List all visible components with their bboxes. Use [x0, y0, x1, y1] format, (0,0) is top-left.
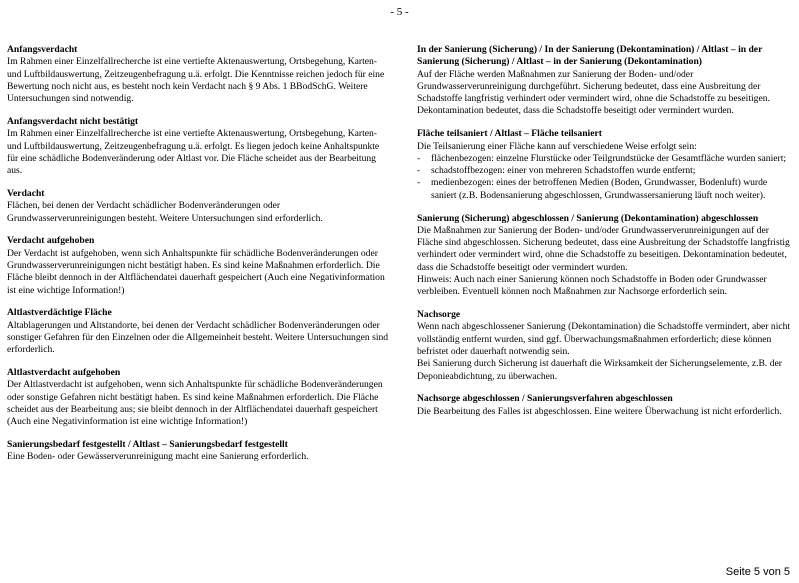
section-in-der-sanierung [417, 44, 792, 118]
section-title: Altlastverdacht aufgehoben [7, 367, 121, 379]
section-text: Der Verdacht ist aufgehoben, wenn sich Anhaltspunkte für schädliche Bodenveränderungen oder Grundwasserverunreinigungen nicht bestätigt haben. Es sind keine Maßnahmen erforderlich. Die Fläche bleibt dennoch in der Altflächendatei dauerhaft gespeichert (Auch eine Negativinformation ist eine wichtige Information!) [7, 247, 385, 296]
section-verdacht [7, 188, 392, 225]
section-text: Die Teilsanierung einer Fläche kann auf verschiedene Weise erfolgt sein: [417, 140, 697, 152]
section-title: Fläche teilsaniert / Altlast – Fläche teilsaniert [417, 128, 602, 140]
section-teilsaniert [417, 128, 792, 202]
page-number: - 5 - [390, 6, 409, 18]
section-text: Die Bearbeitung des Falles ist abgeschlossen. Eine weitere Überwachung ist nicht erforderlich. [417, 405, 782, 417]
section-anfangsverdacht-nicht-bestaetigt [7, 116, 392, 177]
section-title: Sanierungsbedarf festgestellt / Altlast – Sanierungsbedarf festgestellt [7, 439, 288, 451]
section-title: Verdacht [7, 187, 45, 199]
section-text: Wenn nach abgeschlossener Sanierung (Dekontamination) die Schadstoffe vermindert, aber nicht vollständig entfernt wurden, sind ggf. Überwachungsmaßnahmen erforderlich; diese können befristet oder dauerhaft notwendig sein. [417, 321, 791, 358]
section-verdacht-aufgehoben [7, 235, 392, 296]
list-item: - flächenbezogen: einzelne Flurstücke oder Teilgrundstücke der Gesamtfläche wurden saniert; [417, 153, 792, 165]
section-text: Im Rahmen einer Einzelfallrecherche ist eine vertiefte Aktenauswertung, Ortsbegehung, Karten- und Luftbildauswertung, Zeitzeugenbefragung u.ä. erfolgt. Es liegen jedoch keine Anhaltspunkte für eine schädliche Bodenveränderung oder Altlast vor. Die Fläche scheidet aus der Bearbeitung aus. [7, 128, 380, 177]
section-title: Altlastverdächtige Fläche [7, 307, 112, 319]
section-text: Flächen, bei denen der Verdacht schädlicher Bodenveränderungen oder Grundwasserverunreinigungen besteht. Weitere Untersuchungen sind erforderlich. [7, 200, 323, 224]
section-text: Im Rahmen einer Einzelfallrecherche ist eine vertiefte Aktenauswertung, Ortsbegehung, Karten- und Luftbildauswertung, Zeitzeugenbefragung u.ä. erfolgt. Die Kenntnisse reichen jedoch für eine Bewertung noch nicht aus, es besteht noch kein Verdacht nach § 9 Abs. 1 BBodSchG. Weitere Untersuchungen sind notwendig. [7, 56, 385, 105]
section-text: Auf der Fläche werden Maßnahmen zur Sanierung der Boden- und/oder Grundwasserverunreinigung durchgeführt. Sicherung bedeutet, dass eine Ausbreitung der Schadstoffe langfristig verhindert oder vermindert wird, ohne die Schadstoffe zu beseitigen. Dekontamination bedeutet, dass die Schadstoffe beseitigt oder vermindert wurden. [417, 68, 770, 117]
section-title: Sanierung (Sicherung) abgeschlossen / Sanierung (Dekontamination) abgeschlossen [417, 212, 759, 224]
section-title: Nachsorge abgeschlossen / Sanierungsverfahren abgeschlossen [417, 393, 673, 405]
right-column [417, 44, 792, 429]
teilsanierung-list [417, 153, 792, 202]
page-footer: Seite 5 von 5 [725, 566, 790, 578]
section-altlastverdacht-aufgehoben [7, 367, 392, 428]
section-text: Die Maßnahmen zur Sanierung der Boden- und/oder Grundwasserverunreinigungen auf der Fläche sind abgeschlossen. Sicherung bedeutet, dass eine Ausbreitung der Schadstoffe langfristig verhindert oder vermindert wird, ohne die Schadstoffe zu beseitigen. Dekontamination bedeutet, dass die Schadstoffe beseitigt oder vermindert wurden. [417, 224, 790, 273]
section-title: Verdacht aufgehoben [7, 235, 95, 247]
section-title: In der Sanierung (Sicherung) / In der Sanierung (Dekontamination) / Altlast – in der Sanierung (Sicherung) / Altlast – in der Sanierung (Dekontamination) [417, 44, 763, 68]
section-anfangsverdacht [7, 44, 392, 105]
section-text: Der Altlastverdacht ist aufgehoben, wenn sich Anhaltspunkte für schädliche Bodenveränderungen oder sonstige Gefahren nicht bestätigt haben. Es sind keine Maßnahmen erforderlich. Die Fläche scheidet aus der Bearbeitung aus; sie bleibt dennoch in der Altflächendatei dauerhaft gespeichert (Auch eine Negativinformation ist eine wichtige Information!) [7, 379, 383, 428]
section-text: Altablagerungen und Altstandorte, bei denen der Verdacht schädlicher Bodenveränderungen oder sonstiger Gefahren für den Einzelnen oder die Allgemeinheit besteht. Weitere Untersuchungen sind erforderlich. [7, 319, 389, 356]
section-nachsorge-abgeschlossen [417, 393, 792, 418]
section-altlastverdaechtige-flaeche [7, 307, 392, 356]
list-item: - schadstoffbezogen: einer von mehreren Schadstoffen wurde entfernt; [417, 165, 792, 177]
section-sanierung-abgeschlossen [417, 213, 792, 299]
section-title: Anfangsverdacht [7, 44, 78, 55]
section-title: Nachsorge [417, 309, 461, 321]
section-note: Hinweis: Auch nach einer Sanierung können noch Schadstoffe in Boden oder Grundwasser verbleiben. Eventuell können noch Maßnahmen zur Nachsorge erforderlich sein. [417, 274, 767, 298]
section-sanierungsbedarf [7, 439, 392, 464]
section-nachsorge [417, 309, 792, 383]
section-title: Anfangsverdacht nicht bestätigt [7, 115, 139, 127]
section-text-2: Bei Sanierung durch Sicherung ist dauerhaft die Wirksamkeit der Sicherungselemente, z.B. der Deponieabdichtung, zu überwachen. [417, 358, 782, 382]
section-text: Eine Boden- oder Gewässerverunreinigung macht eine Sanierung erforderlich. [7, 451, 309, 463]
left-column [7, 44, 392, 474]
list-item: - medienbezogen: eines der betroffenen Medien (Boden, Grundwasser, Bodenluft) wurde saniert (z.B. Bodensanierung abgeschlossen, Grundwassersanierung läuft noch weiter). [417, 177, 792, 202]
